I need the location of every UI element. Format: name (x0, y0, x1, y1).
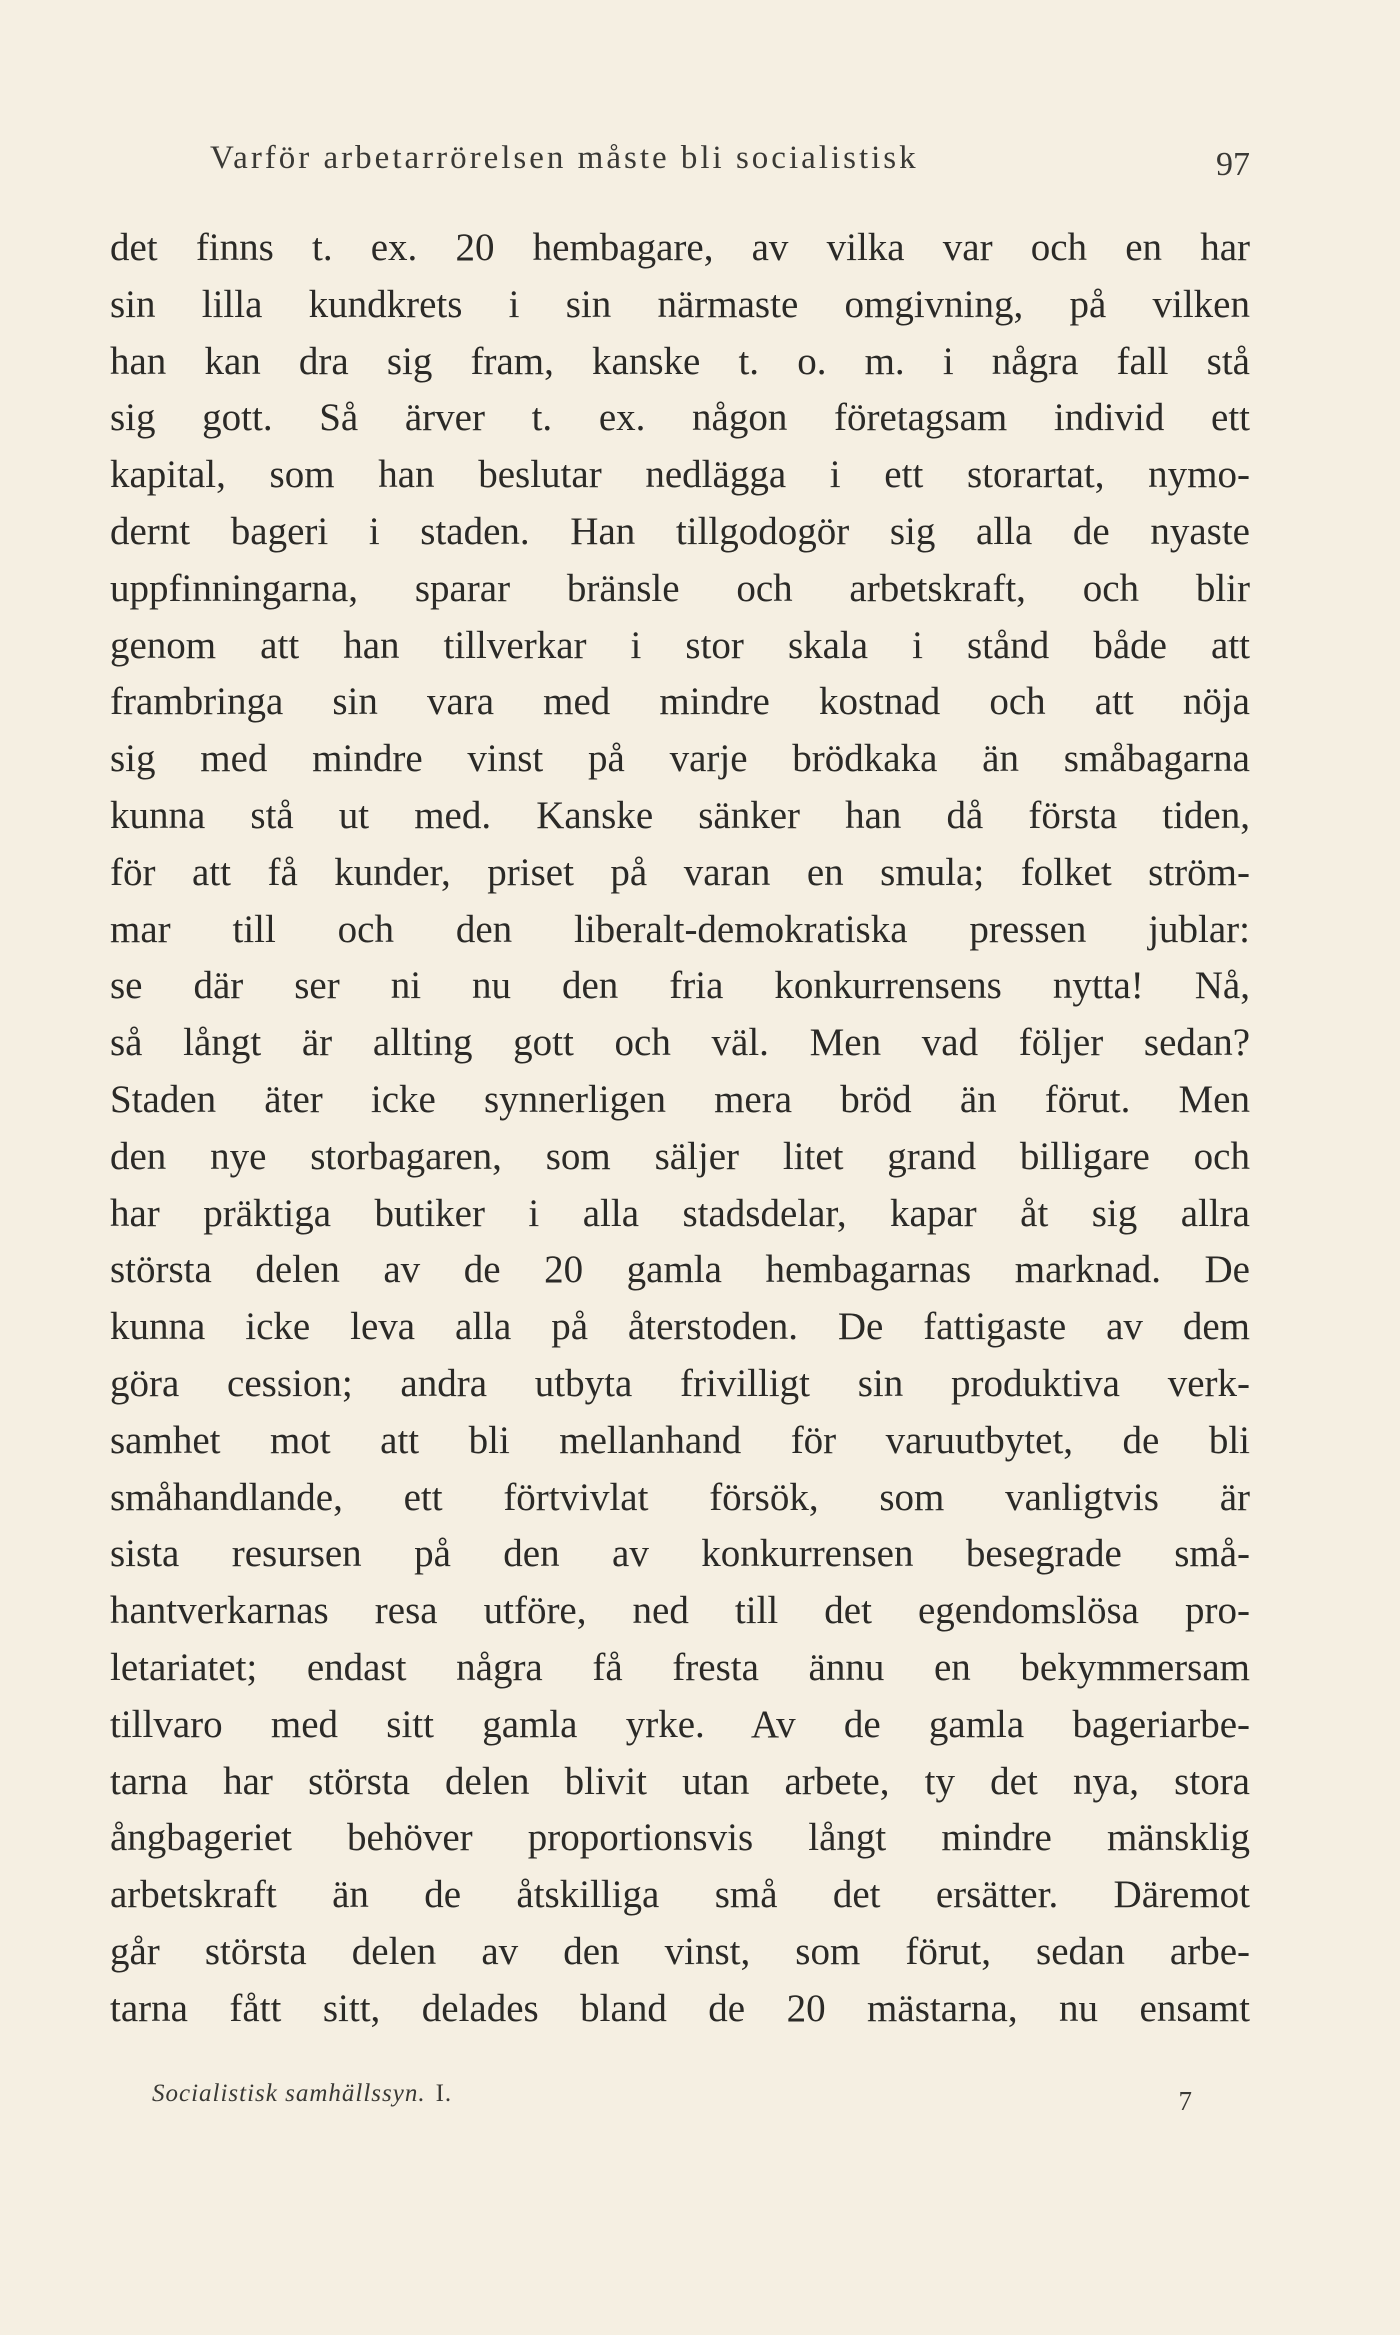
sheet-number: 7 (1178, 2086, 1192, 2116)
text-line: kapital, som han beslutar nedlägga i ett storartat, nymo- (110, 453, 1250, 497)
text-line: den nye storbagaren, som säljer litet grand billigare och (110, 1134, 1250, 1178)
text-line: det finns t. ex. 20 hembagare, av vilka var och en har (110, 226, 1250, 269)
text-line: frambringa sin vara med mindre kostnad och att nöja (110, 680, 1250, 724)
running-head (210, 140, 1250, 190)
text-line: tarna har största delen blivit utan arbete, ty det nya, stora (110, 1759, 1250, 1803)
text-line: går största delen av den vinst, som förut, sedan arbe- (110, 1929, 1250, 1973)
text-line: se där ser ni nu den fria konkurrensens nytta! Nå, (110, 964, 1250, 1008)
text-line: hantverkarnas resa utföre, ned till det egendomslösa pro- (110, 1589, 1250, 1633)
text-line: samhet mot att bli mellanhand för varuutbytet, de bli (110, 1418, 1250, 1462)
text-line: småhandlande, ett förtvivlat försök, som vanligtvis är (110, 1475, 1250, 1519)
text-line: sin lilla kundkrets i sin närmaste omgivning, på vilken (110, 282, 1250, 326)
text-line: mar till och den liberalt-demokratiska pressen jublar: (110, 907, 1250, 951)
text-line: tillvaro med sitt gamla yrke. Av de gamla bageriarbe- (110, 1702, 1250, 1746)
footer (152, 2080, 1192, 2120)
page-number: 97 (1216, 146, 1250, 183)
text-line: tarna fått sitt, delades bland de 20 mästarna, nu ensamt (110, 1986, 1250, 2030)
text-line: har präktiga butiker i alla stadsdelar, kapar åt sig allra (110, 1191, 1250, 1235)
text-line: största delen av de 20 gamla hembagarnas marknad. De (110, 1248, 1250, 1292)
signature-title: Socialistisk samhällssyn. (152, 2080, 426, 2107)
text-line: arbetskraft än de åtskilliga små det ersätter. Däremot (110, 1873, 1250, 1917)
text-line: kunna stå ut med. Kanske sänker han då första tiden, (110, 793, 1250, 837)
signature-volume: I. (435, 2080, 453, 2107)
body-text (110, 220, 1250, 2038)
signature-mark (152, 2080, 452, 2108)
text-line: göra cession; andra utbyta frivilligt sin produktiva verk- (110, 1361, 1250, 1405)
text-line: uppfinningarna, sparar bränsle och arbetskraft, och blir (110, 566, 1250, 610)
text-line: för att få kunder, priset på varan en smula; folket ström- (110, 850, 1250, 894)
text-line: sig gott. Så ärver t. ex. någon företagsam individ ett (110, 396, 1250, 440)
text-line: kunna icke leva alla på återstoden. De fattigaste av dem (110, 1305, 1250, 1349)
text-line: genom att han tillverkar i stor skala i stånd både att (110, 623, 1250, 667)
running-head-title: Varför arbetarrörelsen måste bli socialistisk (210, 140, 919, 176)
text-line: sig med mindre vinst på varje brödkaka än småbagarna (110, 737, 1250, 781)
text-line: sista resursen på den av konkurrensen besegrade små- (110, 1532, 1250, 1576)
text-line: ångbageriet behöver proportionsvis långt mindre mänsklig (110, 1816, 1250, 1860)
text-line: så långt är allting gott och väl. Men vad följer sedan? (110, 1021, 1250, 1065)
text-line: dernt bageri i staden. Han tillgodogör sig alla de nyaste (110, 509, 1250, 553)
text-line: Staden äter icke synnerligen mera bröd än förut. Men (110, 1077, 1250, 1121)
text-line: han kan dra sig fram, kanske t. o. m. i några fall stå (110, 339, 1250, 383)
text-line: letariatet; endast några få fresta ännu en bekymmersam (110, 1645, 1250, 1689)
